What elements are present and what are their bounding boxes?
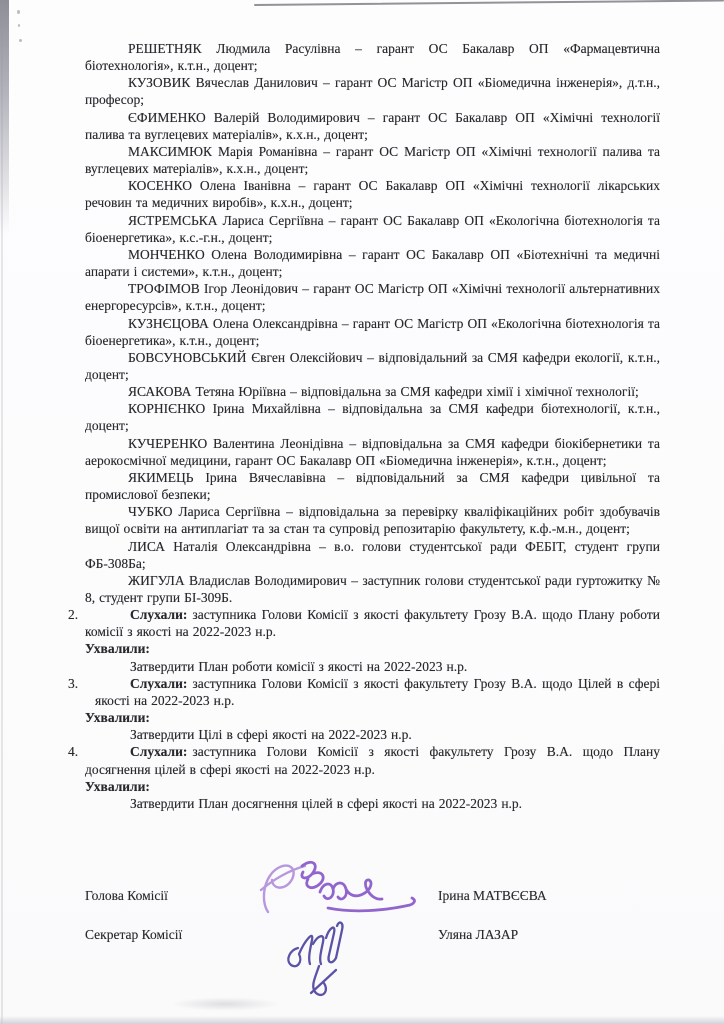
agenda-item-lead: Слухали:: [130, 607, 188, 623]
member-paragraph: ЖИГУЛА Владислав Володимирович – заступник голови студентської ради гуртожитку № 8, студент групи БІ-309Б.: [85, 572, 660, 605]
agenda-item-2-heard: [68, 606, 660, 640]
member-paragraph: ЯСАКОВА Тетяна Юріївна – відповідальна за СМЯ кафедри хімії і хімічної технології;: [128, 384, 639, 400]
member-paragraph: ЧУБКО Лариса Сергіївна – відповідальна за перевірку кваліфікаційних робіт здобувачів вищої освіти на антиплагіат та за стан та супровід репозитарію факультету, к.ф.-м.н., доцент;: [85, 504, 660, 537]
agenda-item-number: 4.: [68, 744, 79, 760]
member-paragraph: КОСЕНКО Олена Іванівна – гарант ОС Бакалавр ОП «Хімічні технології лікарських речовин та медичних виробів», к.х.н., доцент;: [85, 178, 660, 211]
member-paragraph: КОРНІЄНКО Ірина Михайлівна – відповідальна за СМЯ кафедри біотехнології, к.т.н., доцент;: [85, 401, 660, 434]
agenda-item-4-resolved-heading: Ухвалили:: [85, 778, 150, 794]
member-paragraph: ТРОФІМОВ Ігор Леонідович – гарант ОС Магістр ОП «Хімічні технології альтернативних енергоресурсів», к.т.н., доцент;: [85, 281, 660, 314]
member-paragraph: МОНЧЕНКО Олена Володимирівна – гарант ОС Бакалавр ОП «Біотехнічні та медичні апарати і системи», к.т.н., доцент;: [85, 246, 660, 280]
agenda-item-4-resolution: Затвердити План досягнення цілей в сфері якості на 2022-2023 н.р.: [130, 795, 523, 811]
member-paragraph: МАКСИМЮК Марія Романівна – гарант ОС Магістр ОП «Хімічні технології палива та вуглецевих матеріалів», к.х.н., доцент;: [85, 143, 660, 177]
scan-edge-bottom-shadow: [0, 1016, 724, 1024]
agenda-item-lead: Слухали:: [130, 675, 188, 691]
signature-name-label: Уляна ЛАЗАР: [438, 927, 519, 942]
agenda-item-number: 3.: [68, 675, 79, 691]
member-paragraph: ЄФИМЕНКО Валерій Володимирович – гарант ОС Бакалавр ОП «Хімічні технології палива та вуглецевих матеріалів», к.х.н., доцент;: [85, 109, 660, 142]
member-paragraph: КУЗНЄЦОВА Олена Олександрівна – гарант ОС Магістр ОП «Екологічна біотехнологія та біоенергетика», к.т.н., доцент;: [85, 315, 660, 348]
agenda-item-3-resolution: Затвердити Цілі в сфері якості на 2022-2023 н.р.: [130, 727, 412, 743]
agenda-item-4-heard: [68, 743, 660, 777]
member-paragraph: БОВСУНОВСЬКИЙ Євген Олексійович – відповідальний за СМЯ кафедри екології, к.т.н., доцент;: [85, 349, 660, 382]
scan-speck: [18, 24, 20, 27]
member-paragraph: КУЧЕРЕНКО Валентина Леонідівна – відповідальна за СМЯ кафедри біокібернетики та аерокосмічної медицини, гарант ОС Бакалавр ОП «Біомедична інженерія», к.т.н., доцент;: [85, 435, 660, 468]
scan-smudge: [170, 997, 280, 1011]
agenda-item-text: заступника Голови Комісії з якості факультету Грозу В.А. щодо Плану досягнення цілей в сфері якості на 2022-2023 н.р.: [85, 744, 660, 777]
agenda-item-2-resolution: Затвердити План роботи комісії з якості на 2022-2023 н.р.: [130, 658, 468, 674]
agenda-item-text: заступника Голови Комісії з якості факультету Грозу В.А. щодо Цілей в сфері якості на 2022-2023 н.р.: [95, 675, 660, 708]
signature-block: [85, 888, 660, 966]
agenda-item-2-resolved-heading: Ухвалили:: [85, 641, 150, 657]
signature-role-label: Голова Комісії: [85, 888, 168, 903]
signature-row-secretary: [85, 927, 660, 943]
member-paragraph: ЯСТРЕМСЬКА Лариса Сергіївна – гарант ОС Бакалавр ОП «Екологічна біотехнологія та біоенергетика», к.с.-г.н., доцент;: [85, 212, 660, 245]
document-body: [68, 40, 660, 812]
signature-name-label: Ірина МАТВЄЄВА: [438, 888, 547, 903]
member-paragraph: ЯКИМЕЦЬ Ірина Вячеславівна – відповідальний за СМЯ кафедри цивільної та промислової безпеки;: [85, 469, 660, 503]
scan-edge-left-hairline: [1, 0, 3, 1024]
signature-row-head: [85, 888, 660, 904]
agenda-item-3-resolved-heading: Ухвалили:: [85, 710, 150, 726]
member-paragraph: ЛИСА Наталія Олександрівна – в.о. голови студентської ради ФЕБІТ, студент групи ФБ-308Ба;: [85, 538, 660, 571]
member-paragraph: РЕШЕТНЯК Людмила Расулівна – гарант ОС Бакалавр ОП «Фармацевтична біотехнологія», к.т.н., доцент;: [85, 41, 660, 74]
scan-speck: [17, 10, 20, 14]
member-paragraph: КУЗОВИК Вячеслав Данилович – гарант ОС Магістр ОП «Біомедична інженерія», д.т.н., професор;: [85, 75, 660, 108]
scan-edge-top-line: [254, 0, 724, 6]
agenda-item-text: заступника Голови Комісії з якості факультету Грозу В.А. щодо Плану роботи комісії з якості на 2022-2023 н.р.: [85, 607, 660, 640]
scan-speck: [19, 39, 22, 42]
signature-role-label: Секретар Комісії: [85, 927, 183, 942]
agenda-item-lead: Слухали:: [130, 744, 188, 760]
agenda-item-3-heard: [68, 675, 660, 709]
agenda-item-number: 2.: [68, 607, 79, 623]
